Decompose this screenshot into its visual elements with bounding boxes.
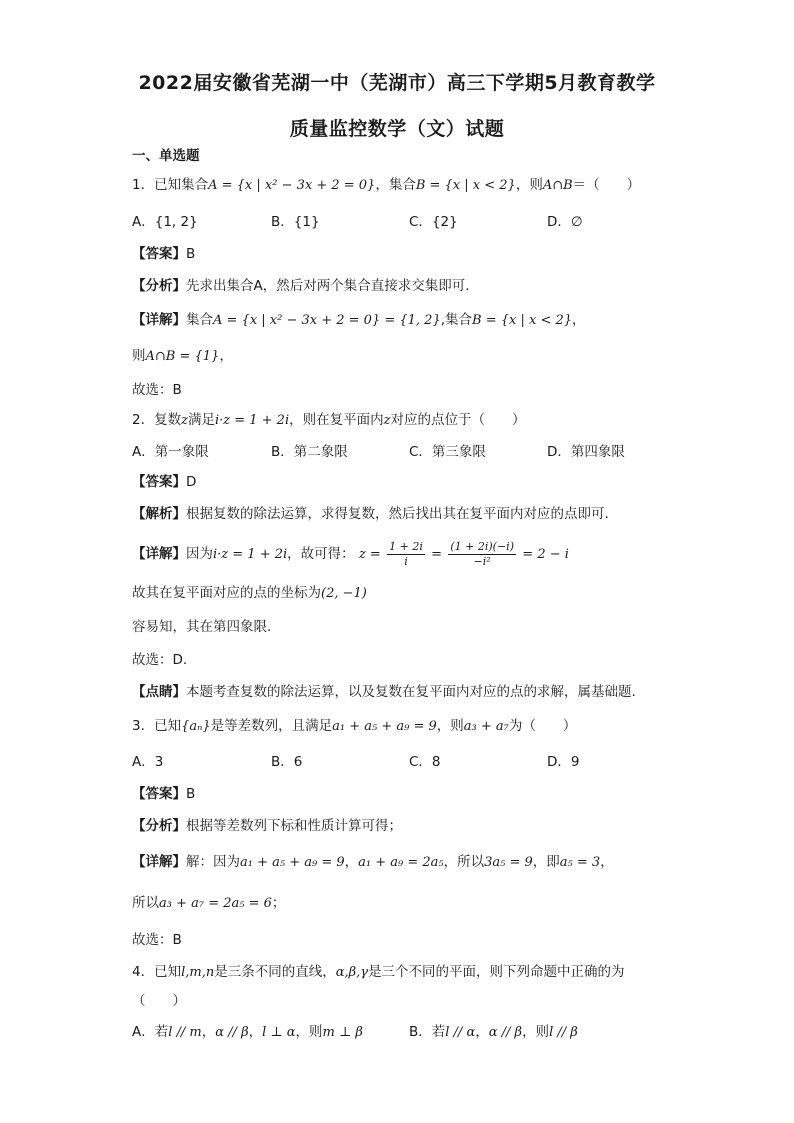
detail-text: ，故可得： [287,546,355,562]
fraction-denominator: −i² [473,554,491,568]
option-math: m ⊥ β [322,1025,363,1040]
detail-text: ； [271,895,286,911]
q2-comment [132,682,636,702]
option-text: ， [248,1024,263,1040]
section-heading: 一、单选题 [132,148,200,164]
fraction-2 [448,540,516,569]
doc-title-line2: 质量监控数学（文）试题 [289,118,505,140]
comment-tag: 【点睛】 [132,684,186,700]
q2-option-b: B．第二象限 [271,444,348,460]
analysis-tag: 【解析】 [132,506,186,522]
detail-text: ， [344,854,359,870]
q4-stem [132,962,625,983]
detail-text: ，所以 [443,854,485,870]
q3-condition: a₁ + a₅ + a₉ = 9 [332,719,437,734]
detail-math: 3a₅ = 9 [484,855,533,870]
doc-title-line1: 2022届安徽省芜湖一中（芜湖市）高三下学期5月教育教学 [138,72,656,94]
fraction-denominator: i [404,554,408,568]
q3-analysis [132,816,402,836]
q4-lines: l,m,n [181,965,215,980]
q4-option-b [409,1022,578,1043]
q1-option-c: C．{2} [409,214,458,230]
q1-answer [132,244,195,264]
q1-stem [132,175,640,196]
q3-option-b: B．6 [271,754,303,770]
equation-lhs: z = [358,547,381,562]
option-text: B．若 [409,1024,446,1040]
analysis-text: 先求出集合A，然后对两个集合直接求交集即可. [186,278,470,294]
answer-tag: 【答案】 [132,246,186,262]
option-math: l ⊥ α [262,1025,296,1040]
q3-option-a: A．3 [132,754,164,770]
option-text: ， [201,1024,216,1040]
q1-analysis [132,276,470,296]
option-math: l // m [168,1025,202,1040]
detail-text: 解：因为 [186,854,240,870]
q4-stem-text: 是三个不同的平面，则下列命题中正确的为 [368,964,625,980]
answer-tag: 【答案】 [132,786,186,802]
q1-stem-text: ，集合 [375,177,416,193]
answer-value: B [186,786,196,802]
option-text: ， [475,1024,489,1040]
analysis-tag: 【分析】 [132,818,186,834]
detail-math: (2, −1) [321,586,367,601]
comment-text: 本题考查复数的除法运算，以及复数在复平面内对应的点的求解，属基础题. [186,684,636,700]
q3-so-line [132,893,285,914]
detail-text: 因为 [186,546,213,562]
q4-paren: （ ） [132,993,186,1009]
q1-set-b: B = {x | x < 2} [415,178,516,193]
q3-stem-text: ，则 [436,718,464,734]
detail-tag: 【详解】 [132,854,186,870]
option-text: A．若 [132,1024,169,1040]
q1-option-b: B．{1} [271,214,320,230]
detail-text: 则 [132,348,146,364]
q1-stem-text: ，则 [515,177,543,193]
q2-coord-line [132,583,367,604]
answer-tag: 【答案】 [132,474,186,490]
detail-math: a₁ + a₅ + a₉ = 9 [240,855,345,870]
q2-stem-text: 2．复数 [132,412,182,428]
q2-easy-line: 容易知，其在第四象限. [132,619,272,635]
q1-detail [132,310,586,331]
q1-choose: 故选：B [132,382,182,398]
q3-stem [132,716,576,737]
analysis-text: 根据复数的除法运算，求得复数，然后找出其在复平面内对应的点即可. [186,506,609,522]
equation-rhs: = 2 − i [522,547,569,562]
q3-detail [132,852,614,873]
fraction-1 [387,540,425,569]
detail-text: 故其在复平面对应的点的坐标为 [132,585,321,601]
q2-option-d: D．第四象限 [547,444,625,460]
fraction-numerator: 1 + 2i [389,539,423,553]
q1-option-a: A．{1, 2} [132,214,198,230]
q1-set-a: A = {x | x² − 3x + 2 = 0} [208,178,376,193]
option-math: l // β [549,1025,578,1040]
detail-tag: 【详解】 [132,546,186,562]
option-math: α // β [215,1025,249,1040]
option-math: α // β [488,1025,523,1040]
q2-option-a: A．第一象限 [132,444,209,460]
q2-condition: i·z = 1 + 2i [214,413,290,428]
q3-answer [132,784,195,804]
detail-math: A∩B = {1} [145,349,220,364]
option-text: ，则 [295,1024,323,1040]
detail-math: B = {x | x < 2} [472,313,573,328]
analysis-text: 根据等差数列下标和性质计算可得； [186,818,402,834]
q2-analysis [132,504,609,524]
q4-stem-text: 是三条不同的直线， [214,964,336,980]
option-math: l // α [445,1025,476,1040]
answer-value: B [186,246,196,262]
detail-text: 集合 [186,312,213,328]
q2-answer [132,472,196,492]
q3-option-d: D．9 [547,754,580,770]
q3-choose: 故选：B [132,932,182,948]
q3-sequence: {aₙ} [181,719,211,734]
fraction-numerator: (1 + 2i)(−i) [450,539,514,553]
q1-expression: A∩B [542,178,573,193]
detail-tag: 【详解】 [132,312,186,328]
detail-math: i·z = 1 + 2i [213,547,288,562]
q2-option-c: C．第三象限 [409,444,486,460]
analysis-tag: 【分析】 [132,278,186,294]
detail-text: ,集合 [440,312,473,328]
q2-choose: 故选：D. [132,652,188,668]
q1-stem-text: ＝（ ） [572,177,641,193]
q4-option-a [132,1022,363,1043]
q3-stem-text: 是等差数列，且满足 [210,718,333,734]
q4-stem-text: 4．已知 [132,964,182,980]
q1-option-d: D．∅ [547,214,583,230]
q3-stem-text: 为（ ） [508,718,577,734]
q1-then-line [132,346,233,367]
q3-target: a₃ + a₇ [463,719,509,734]
q1-stem-text: 1．已知集合 [132,177,209,193]
q2-variable: z [383,413,391,428]
detail-text: ， [219,348,233,364]
detail-text: ， [600,854,614,870]
detail-math: A = {x | x² − 3x + 2 = 0} = {1, 2} [213,313,441,328]
q2-variable: z [181,413,188,428]
q3-option-c: C．8 [409,754,441,770]
q3-stem-text: 3．已知 [132,718,182,734]
detail-text: ， [572,312,586,328]
detail-math: a₃ + a₇ = 2a₅ = 6 [159,896,272,911]
q2-detail: 【详解】因为i·z = 1 + 2i，故可得： z = $\frac{1 + 2i}{i}$ = $\frac{(1 + 2i)(-i)}{\text{−i²}}$ = 2 − i [132,539,569,568]
option-text: ，则 [522,1024,550,1040]
q4-planes: α,β,γ [335,965,369,980]
detail-math: a₅ = 3 [559,855,601,870]
q2-stem-text: 对应的点位于（ ） [390,412,526,428]
detail-math: a₁ + a₉ = 2a₅ [358,855,444,870]
answer-value: D [186,474,197,490]
q2-stem-text: 满足 [187,412,215,428]
detail-text: ，即 [532,854,560,870]
q2-stem [132,410,525,431]
detail-text: 所以 [132,895,159,911]
q2-stem-text: ，则在复平面内 [289,412,384,428]
